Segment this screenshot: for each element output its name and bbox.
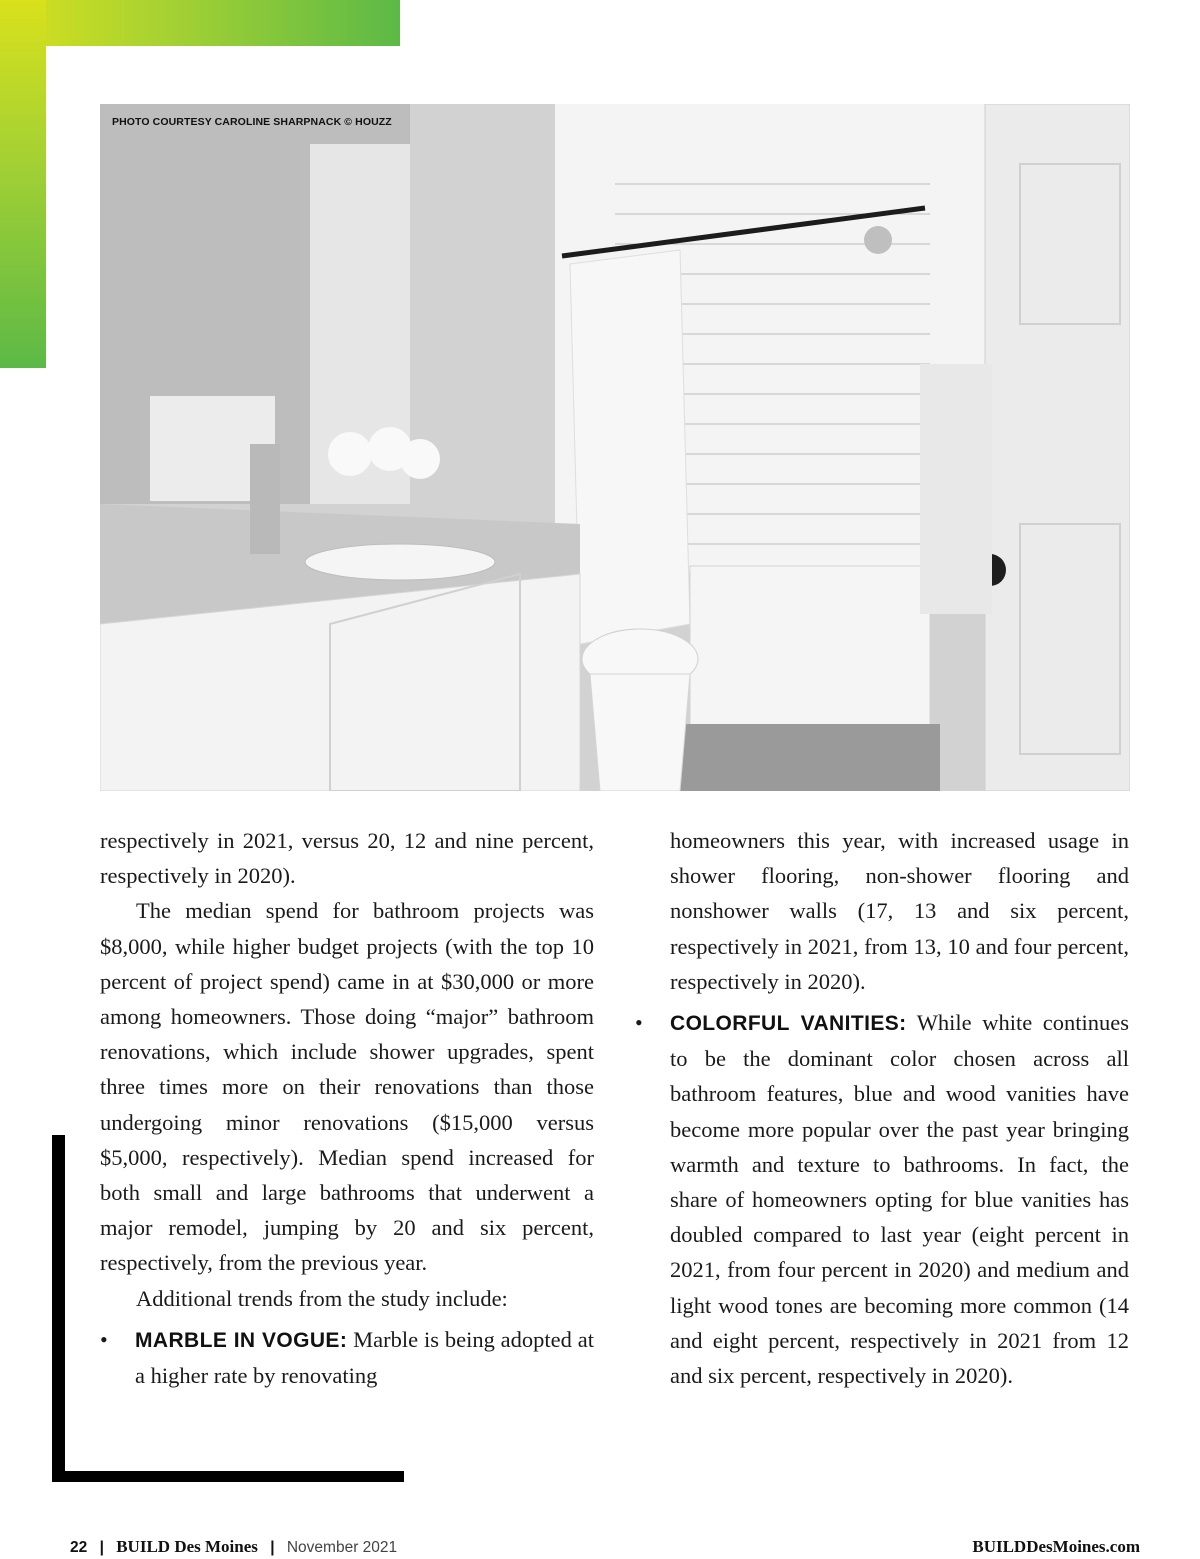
page-footer: [70, 1537, 1140, 1559]
bathroom-illustration: [100, 104, 1130, 791]
bathroom-photo: [100, 104, 1130, 791]
decorative-green-bar-left: [0, 0, 46, 368]
bullet-item-marble: [100, 1322, 594, 1393]
footer-separator: |: [99, 1539, 104, 1556]
bullet-item-vanities: [635, 1005, 1129, 1393]
website-link[interactable]: BUILDDesMoines.com: [972, 1537, 1140, 1556]
article-column-right: [635, 823, 1129, 1393]
page-number: 22: [70, 1539, 88, 1556]
magazine-name: BUILD Des Moines: [116, 1537, 258, 1556]
decorative-black-bar-horizontal: [52, 1471, 404, 1482]
bullet-text: Marble is being adopted at a higher rate by renovating: [135, 1326, 595, 1389]
bullet-text: While white continues to be the dominant color chosen across all bathroom features, blue and wood vanities have become more popular over the past year bringing warmth and texture to bathrooms. In fact, the share of homeowners opting for blue vanities has doubled compared to last year (eight percent in 2021, from four percent in 2020) and medium and light wood tones are becoming more common (14 and eight percent, respectively in 2021 from 12 and six percent, respectively in 2020).: [670, 1010, 1129, 1389]
photo-credit: PHOTO COURTESY CAROLINE SHARPNACK © HOUZZ: [112, 116, 392, 128]
bullet-heading: MARBLE IN VOGUE:: [135, 1328, 348, 1352]
paragraph: The median spend for bathroom projects was $8,000, while higher budget projects (with the top 10 percent of project spend) came in at $30,000 or more among homeowners. Those doing “major” bathroom renovations, which include shower upgrades, spent three times more on their renovations than those undergoing minor renovations ($15,000 versus $5,000, respectively). Median spend increased for both small and large bathrooms that underwent a major remodel, jumping by 20 and six percent, respectively, from the previous year.: [100, 898, 594, 1276]
issue-date: November 2021: [286, 1539, 398, 1556]
paragraph: respectively in 2021, versus 20, 12 and nine percent, respectively in 2020).: [100, 828, 594, 889]
decorative-green-bar-top: [0, 0, 400, 46]
article-column-left: [100, 823, 594, 1393]
footer-separator: |: [270, 1539, 275, 1556]
bullet-icon: •: [100, 1326, 108, 1352]
decorative-black-bar-vertical: [52, 1135, 65, 1481]
bullet-icon: •: [635, 1010, 643, 1036]
bullet-heading: COLORFUL VANITIES:: [670, 1012, 907, 1036]
paragraph: Additional trends from the study include:: [136, 1285, 508, 1311]
bullet-continuation: homeowners this year, with increased usage in shower flooring, non-shower flooring and nonshower walls (17, 13 and six percent, respectively in 2021, from 13, 10 and four percent, respectively in 2020).: [670, 828, 1129, 994]
